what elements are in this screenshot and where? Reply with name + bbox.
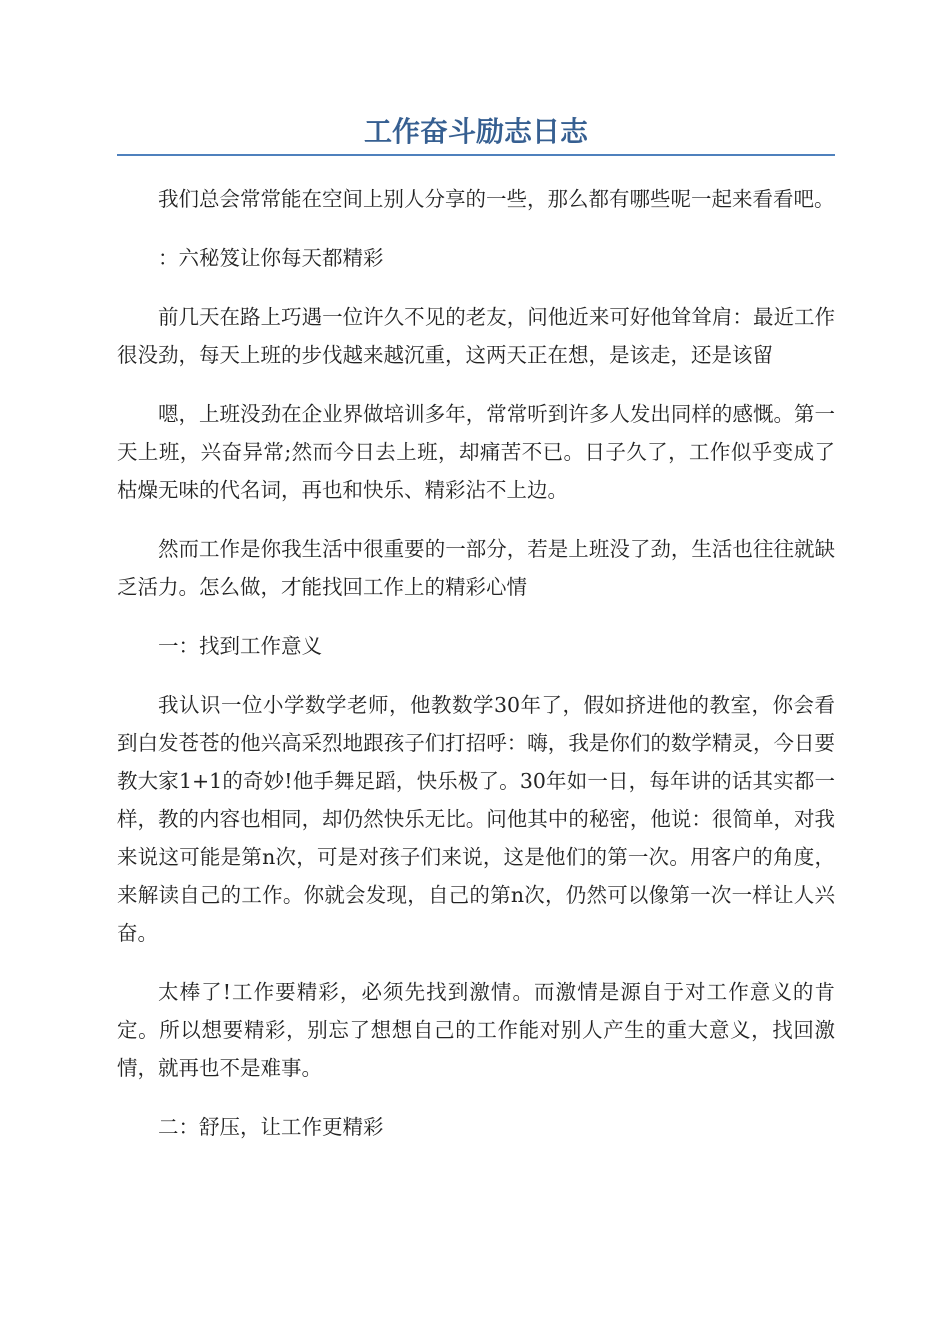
section-heading-1: 一：找到工作意义	[158, 634, 322, 658]
paragraph-friend-story: 前几天在路上巧遇一位许久不见的老友，问他近来可好他耸耸肩：最近工作很没劲，每天上班的步伐越来越沉重，这两天正在想，是该走，还是该留	[117, 305, 835, 367]
section-heading-2: 二：舒压，让工作更精彩	[158, 1115, 384, 1139]
paragraph-passion: 太棒了!工作要精彩，必须先找到激情。而激情是源自于对工作意义的肯定。所以想要精彩，别忘了想想自己的工作能对别人产生的重大意义，找回激情，就再也不是难事。	[117, 980, 835, 1080]
document-title: 工作奋斗励志日志	[363, 115, 588, 148]
paragraph-intro: 我们总会常常能在空间上别人分享的一些，那么都有哪些呢一起来看看吧。	[158, 187, 835, 211]
paragraph-work-importance: 然而工作是你我生活中很重要的一部分，若是上班没了劲，生活也往往就缺乏活力。怎么做，才能找回工作上的精彩心情	[117, 537, 835, 599]
paragraph-subtitle: ：六秘笈让你每天都精彩	[158, 246, 384, 270]
title-underline	[117, 154, 835, 156]
paragraph-math-teacher: 我认识一位小学数学老师，他教数学30年了，假如挤进他的教室，你会看到白发苍苍的他兴高采烈地跟孩子们打招呼：嗨，我是你们的数学精灵，今日要教大家1+1的奇妙!他手舞足蹈，快乐极了。30年如一日，每年讲的话其实都一样，教的内容也相同，却仍然快乐无比。问他其中的秘密，他说：很简单，对我来说这可能是第n次，可是对孩子们来说，这是他们的第一次。用客户的角度，来解读自己的工作。你就会发现，自己的第n次，仍然可以像第一次一样让人兴奋。	[117, 693, 835, 945]
paragraph-training-experience: 嗯，上班没劲在企业界做培训多年，常常听到许多人发出同样的感慨。第一天上班，兴奋异常;然而今日去上班，却痛苦不已。日子久了，工作似乎变成了枯燥无味的代名词，再也和快乐、精彩沾不上边。	[117, 402, 835, 502]
document-page	[117, 112, 835, 1167]
